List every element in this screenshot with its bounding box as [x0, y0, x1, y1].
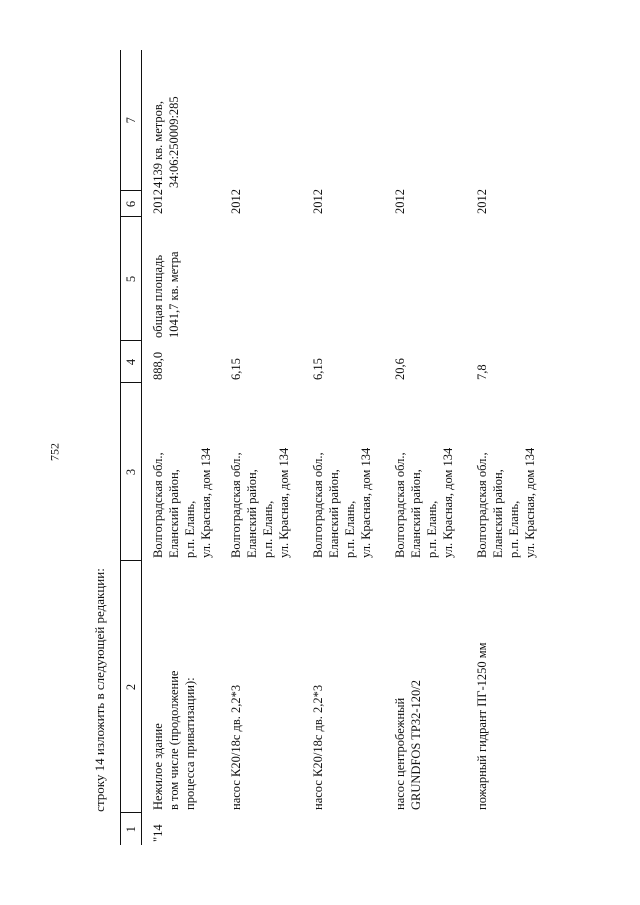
- header-cell-6: 6: [121, 191, 142, 217]
- intro-text: строку 14 изложить в следующей редакции:: [92, 568, 107, 812]
- header-cell-3: 3: [121, 383, 142, 561]
- header-cell-2: 2: [121, 561, 142, 813]
- object-address: Волгоградская обл., Еланский район, р.п. Елань, ул. Красная, дом 134: [229, 447, 291, 558]
- property-table: [120, 50, 556, 845]
- object-name: насос К20/18с дв. 2,2*3: [311, 684, 325, 810]
- object-address: Волгоградская обл., Еланский район, р.п. Елань, ул. Красная, дом 134: [475, 447, 537, 558]
- page-number: 752: [47, 443, 62, 461]
- object-address: Волгоградская обл., Еланский район, р.п. Елань, ул. Красная, дом 134: [311, 447, 373, 558]
- object-year: 2012: [229, 189, 243, 214]
- object-year: 2012: [393, 189, 407, 214]
- rotated-table-block: [120, 50, 580, 845]
- land-plot: [474, 50, 556, 191]
- object-characteristics: [474, 217, 556, 341]
- object-value: 7,8: [475, 364, 489, 380]
- table-row: [310, 50, 392, 845]
- row-number: [474, 813, 556, 845]
- object-value: 20,6: [393, 358, 407, 380]
- object-year: 2012: [311, 189, 325, 214]
- header-row: [121, 50, 142, 845]
- object-name: насос центробежный GRUNDFOS TP32-120/2: [393, 680, 423, 810]
- land-plot: 4139 кв. метров, 34:06:250009:285: [151, 96, 181, 188]
- row-number: [392, 813, 474, 845]
- table-row: [392, 50, 474, 845]
- table-row: [228, 50, 310, 845]
- object-value: 6,15: [229, 358, 243, 380]
- object-characteristics: общая площадь 1041,7 кв. метра: [151, 251, 181, 338]
- header-cell-7: 7: [121, 50, 142, 191]
- object-name: насос К20/18с дв. 2,2*3: [229, 684, 243, 810]
- object-address: Волгоградская обл., Еланский район, р.п. Елань, ул. Красная, дом 134: [151, 447, 213, 558]
- object-year: 2012: [151, 189, 165, 214]
- object-name: пожарный гидрант ПГ-1250 мм: [475, 642, 489, 810]
- land-plot: [310, 50, 392, 191]
- object-value: 888,0: [151, 351, 165, 380]
- object-value: 6,15: [311, 358, 325, 380]
- object-address: Волгоградская обл., Еланский район, р.п. Елань, ул. Красная, дом 134: [393, 447, 455, 558]
- row-number: [310, 813, 392, 845]
- object-characteristics: [392, 217, 474, 341]
- land-plot: [228, 50, 310, 191]
- row-number: "14: [151, 824, 165, 842]
- row-number: [228, 813, 310, 845]
- header-cell-5: 5: [121, 217, 142, 341]
- header-cell-1: 1: [121, 813, 142, 845]
- object-characteristics: [228, 217, 310, 341]
- object-year: 2012: [475, 189, 489, 214]
- table-row: [474, 50, 556, 845]
- land-plot: [392, 50, 474, 191]
- table-row: [142, 50, 229, 845]
- object-name: Нежилое здание в том числе (продолжение процесса приватизации):: [151, 670, 197, 810]
- header-cell-4: 4: [121, 341, 142, 383]
- object-characteristics: [310, 217, 392, 341]
